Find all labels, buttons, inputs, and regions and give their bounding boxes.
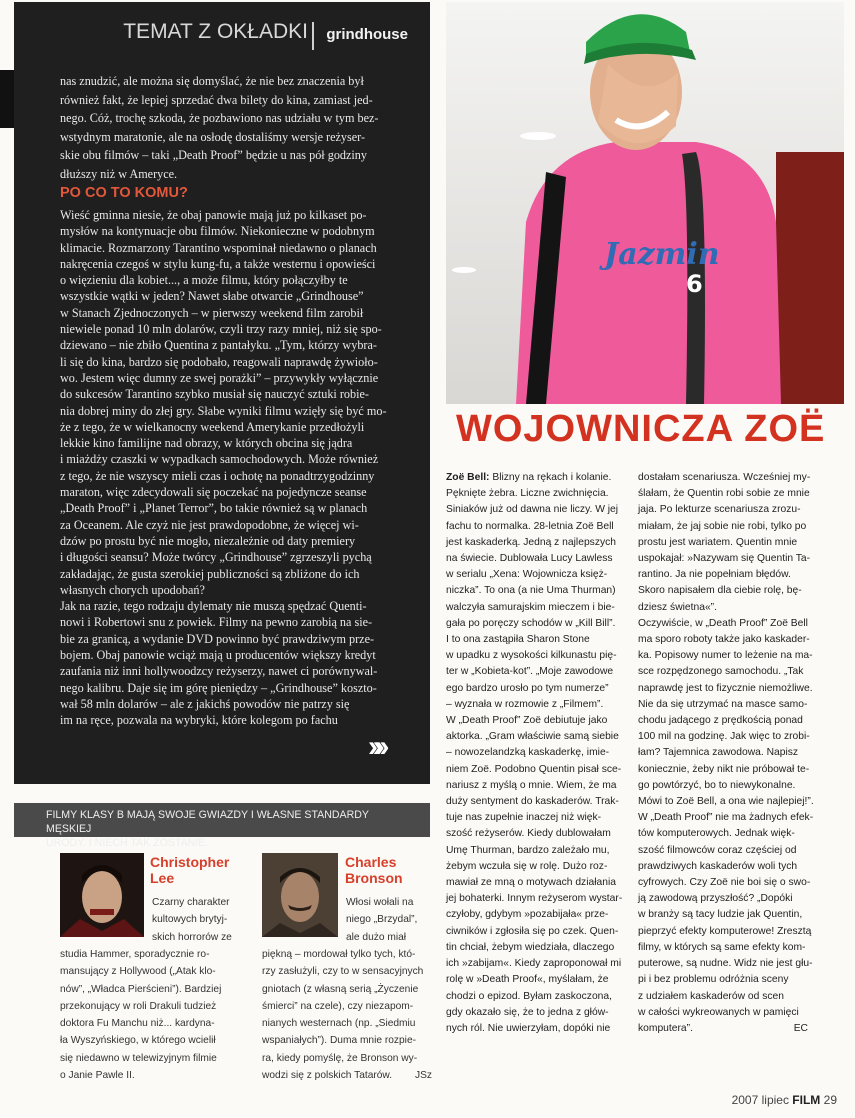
text-line: niem Zoë. Podobno Quentin pisał sce- <box>446 763 622 775</box>
text-line: się niedawno w telewizyjnym filmie <box>60 1052 217 1064</box>
text-line: Czarny charakter <box>152 897 230 908</box>
text-line: wodzi się z polskich Tatarów. JSz <box>262 1067 432 1084</box>
text-line: do sukcesów Tarantino szybko musiał się nauczyć sztuki robie- <box>60 387 369 402</box>
text-line: nakręcenia czegoś w stylu kung-fu, a także westernu i opowieści <box>60 256 376 271</box>
text-line: filmy, w których są same efekty kom- <box>638 941 806 953</box>
text-line: w branży są tacy ludzie jak Quentin, <box>638 909 803 921</box>
text-line: chodzi o epizod. Byłam zaskoczona, <box>446 990 612 1002</box>
text-line: w całości wykreowanych w pamięci <box>638 1006 799 1018</box>
text-line: łam? Tajemnica zawodowa. Napisz <box>638 747 799 759</box>
text-line: chodu jadącego z prędkością ponad <box>638 715 803 727</box>
text-line: ra, kiedy pomyślę, że Bronson wy- <box>262 1052 418 1064</box>
sidebar-headline <box>46 808 416 850</box>
text-line: ich »zabijam«. Kiedy zaproponował mi <box>446 958 622 970</box>
christopher-lee-photo <box>60 853 144 937</box>
text-line: Jak na razie, tego rodzaju dylematy nie muszą spędzać Quenti- <box>60 599 367 614</box>
header-divider <box>312 22 314 50</box>
text-line: w Stanach Zjednoczonych – w pierwszy weekend film zarobił <box>60 305 364 320</box>
page-folio: 2007 lipiec FILM 29 <box>731 1093 837 1107</box>
text-line: dostałam scenariusza. Wcześniej my- <box>638 472 811 483</box>
text-line: wstydnym maratonie, ale na osłodę dostaliśmy wersje reżyser- <box>60 129 366 144</box>
text-line: ale dużo miał <box>346 931 407 943</box>
section-header <box>14 20 430 54</box>
text-line: Umę Thurman, bardzo zależało mu, <box>446 844 610 856</box>
text-line: duży sentyment do kaskaderów. Trak- <box>446 796 619 808</box>
interview-column-2 <box>638 470 818 1037</box>
text-line: ślałam, że Quentin robi sobie ze mnie <box>638 488 810 500</box>
text-line: i miażdży czaszki w wypadkach samochodowych. Może również <box>60 452 379 467</box>
text-line: nego. Cóż, trochę szkoda, że pozbawiono nas udziału w tym bez- <box>60 111 379 125</box>
bronson-bio <box>262 946 432 1084</box>
lee-bio-wrap <box>152 894 252 946</box>
text-line: wo. Jestem więc dumny ze swej porażki” – przywykły wyłącznie <box>60 370 379 385</box>
text-line: w upadku z wysokości kilkunastu pię- <box>446 650 617 662</box>
text-line: Wieść gminna niesie, że obaj panowie mają już po kilkaset po- <box>60 208 367 222</box>
text-line: rzy zasłużyli, czy to w sensacyjnych <box>262 966 424 978</box>
text-line: tin chciał, żebym wiedziała, dlaczego <box>446 941 615 953</box>
text-line: gdy okazało się, że to jedna z głów- <box>446 1006 609 1018</box>
text-line: dzów po prostu być nie mogło, niezależnie od daty premiery <box>60 533 356 548</box>
text-line: im na ręce, pozwala na wybryki, które kolegom po fachu <box>60 713 338 728</box>
charles-bronson-photo <box>262 853 338 937</box>
text-line: W „Death Proof” nie ma żadnych efek- <box>638 812 814 824</box>
text-line: Włosi wołali na <box>346 897 414 908</box>
text-line: puterowe, są nudne. Widz nie jest głu- <box>638 958 813 970</box>
text-line: fachu to normalka. 28-letnia Zoë Bell <box>446 520 614 532</box>
interview-title: WOJOWNICZA ZOË <box>456 408 826 450</box>
text-line: lekkie kino familijne nad obrazy, w których obcina się jądra <box>60 436 353 451</box>
text-line: ciwników i zgłosiła się po czek. Quen- <box>446 925 619 937</box>
text-line: wspaniałych”). Duma mnie rozpie- <box>262 1035 416 1047</box>
text-line: pi i bez problemu odróżnia sceny <box>638 974 789 986</box>
text-line: Zoë Bell: Blizny na rękach i kolanie. <box>446 472 612 483</box>
text-line: skie obu filmów – taki „Death Proof” będzie u nas pół godziny <box>60 148 367 162</box>
text-line: dziesz świetna«”. <box>638 601 717 613</box>
text-line: żebym wczuła się w rolę. Dużo roz- <box>446 860 608 872</box>
text-line: gała po poręczy schodów w „Kill Bill”. <box>446 617 616 629</box>
text-line: 100 mil na godzinę. Jak więc to zrobi- <box>638 731 810 743</box>
text-line: bie za granicą, a wydanie DVD powinno być prawdziwym prze- <box>60 631 375 646</box>
text-line: doktora Fu Manchu niż... kardyna- <box>60 1018 215 1030</box>
text-line: uspokajał: »Nazywam się Quentin Ta- <box>638 553 811 565</box>
text-line: koniecznie, żeby nikt nie próbował te- <box>638 763 810 775</box>
byline: JSz <box>415 1070 432 1082</box>
text-line: – nowozelandzką kaskaderkę, imie- <box>446 747 610 759</box>
text-line: szość reżyserów. Kiedy dublowałam <box>446 828 611 840</box>
lead-name: Zoë Bell: <box>446 472 490 483</box>
text-line: o Janie Pawle II. <box>60 1070 135 1082</box>
text-line: W „Death Proof” Zoë debiutuje jako <box>446 715 608 727</box>
text-line: Skoro napisałem dla ciebie rolę, bę- <box>638 585 802 597</box>
text-line: mysłów na kontynuacje obu filmów. Niekonieczne w podobnym <box>60 224 375 239</box>
edge-tab <box>0 70 14 100</box>
text-line: studia Hammer, sporadycznie ro- <box>60 949 210 960</box>
text-line: piękną – mordował tylko tych, któ- <box>262 949 416 960</box>
text-line: przekonujący w roli Drakuli tudzież <box>60 1000 217 1012</box>
text-line: jaja. Po lekturze scenariusza zrozu- <box>638 504 801 516</box>
text-line: wszystkie wątki w jeden? Nawet słabe otwarcie „Grindhouse” <box>60 289 364 304</box>
text-line: komputera”. EC <box>638 1021 818 1037</box>
text-line: czyłoby, gdybym »pozabijała« prze- <box>446 909 609 921</box>
text-line: walczyła samurajskim mieczem i bie- <box>446 601 615 613</box>
text-line: – wyznała w rozmowie z „Filmem”. <box>446 698 604 710</box>
text-line: cyfrowych. Czy Zoë nie boi się o swo- <box>638 877 811 889</box>
text-line: nów”, „Władca Pierścieni”). Bardziej <box>60 983 222 995</box>
text-line: nego kalibru. Daje się im górę pieniędzy – „Grindhouse” koszto- <box>60 680 377 695</box>
text-line: sce rozpędzonego samochodu. „Tak <box>638 666 804 678</box>
text-line: Mówi to Zoë Bell, a ona wie najlepiej!”. <box>638 796 814 808</box>
text-line: prostu jest wariatem. Quentin mnie <box>638 536 798 548</box>
text-line: że z tego, że w wielkanocny weekend Amerykanie przedłożyli <box>60 419 365 434</box>
text-line: nianych westernach (np. „Siedmiu <box>262 1018 416 1030</box>
shirt-number: 6 <box>686 270 703 298</box>
text-line: również fakt, że lepiej sprzedać dwa bilety do kina, zamiast jed- <box>60 92 373 107</box>
text-line: prawdziwych kaskaderów woli tych <box>638 860 798 872</box>
text-line: własnych chorych upodobań? <box>60 582 205 597</box>
text-line: bojem. Obaj panowie wciąż mają u producentów większy kredyt <box>60 648 376 663</box>
text-line: pieprzyć efekty komputerowe! Zresztą <box>638 925 812 937</box>
text-line: gniotach (z własną serią „Życzenie <box>262 983 419 995</box>
text-line: „Death Proof” i „Planet Terror”, bo takie również są w planach <box>60 501 368 516</box>
text-line: tuje nas zupełnie inaczej niż więk- <box>446 812 602 824</box>
text-line: mawiał ze mną o motywach działania <box>446 877 616 889</box>
text-line: nowi i Robertowi snu z powiek. Filmy na pewno zarobią na sie- <box>60 615 373 630</box>
text-line: zaufania niż inni hollywoodzcy reżyserzy, nawet ci porównywal- <box>60 664 378 679</box>
text-line: Oczywiście, w „Death Proof” Zoë Bell <box>638 617 808 629</box>
text-line: wał 58 mln dolarów – ale z jakichś powodów nie patrzy się <box>60 696 350 711</box>
text-line: dłuższy niż w Ameryce. <box>60 166 178 181</box>
text-line: szość filmowców coraz częściej od <box>638 844 797 856</box>
text-line: klimacie. Rozmarzony Tarantino wspominał niedawno o planach <box>60 240 377 255</box>
text-line: naprawdę jest to fizycznie niemożliwe. <box>638 682 813 694</box>
lee-name: Christopher Lee <box>150 854 230 886</box>
text-line: tów komputerowych. Jednak więk- <box>638 828 795 840</box>
article-body <box>60 207 410 729</box>
text-line: skich horrorów ze <box>152 931 232 943</box>
continue-arrow-icon: »» <box>368 730 378 763</box>
text-line: ter w „Kobieta-kot”. „Moje zawodowe <box>446 666 614 678</box>
text-line: ma sporo roboty także jako kaskader- <box>638 634 810 646</box>
text-line: niego „Brzydal”, <box>346 914 418 926</box>
text-line: dziewano – nie zbiło Quentina z pantałyku. „Tym, którzy wybra- <box>60 338 377 353</box>
text-line: kultowych brytyj- <box>152 914 228 926</box>
text-line: ją zawodową przyszłość? „Dopóki <box>638 893 793 905</box>
article-subhead: PO CO TO KOMU? <box>60 185 188 201</box>
magazine-section-name: grindhouse <box>326 26 408 43</box>
bronson-bio-wrap <box>346 894 430 946</box>
text-line: zakładając, że gusta szerokiej publiczności są zbliżone do ich <box>60 566 360 581</box>
text-line: aktorka. „Gram właściwie samą siebie <box>446 731 619 743</box>
text-line: Pęknięte żebra. Liczne zwichnięcia. <box>446 488 609 500</box>
text-line: na świecie. Dublowała Lucy Lawless <box>446 553 613 565</box>
text-line: I to ona zastąpiła Sharon Stone <box>446 634 590 646</box>
text-line: jej bohaterki. Innym reżyserom wystar- <box>446 893 623 905</box>
text-line: nariusz z myślą o mnie. Wiem, że ma <box>446 779 617 791</box>
text-line: li się do kina, bardzo się podobało, reagowali naprawdę żywioło- <box>60 354 378 369</box>
byline: EC <box>793 1022 808 1034</box>
text-line: niewiele ponad 10 mln dolarów, czyli trzy razy mniej, niż się spo- <box>60 322 382 337</box>
text-line: mansujący z Hollywood („Atak klo- <box>60 966 216 978</box>
lee-bio <box>60 946 255 1084</box>
text-line: jest kaskaderką. Jedną z najlepszych <box>446 536 616 548</box>
text-line: z tego, że nie wszyscy mieli czas i ochotę na ponadtrzygodzinny <box>60 468 375 483</box>
text-line: ego bardzo urosło po tym numerze” <box>446 682 609 694</box>
text-line: ka. Popisowy numer to leżenie na ma- <box>638 650 813 662</box>
text-line: Nie da się utrzymać na masce samo- <box>638 698 808 710</box>
text-line: nych ról. Nie uwierzyłam, dopóki nie <box>446 1022 611 1034</box>
text-line: nia dobrej miny do złej gry. Słabe wyniki filmu wzięły się być mo- <box>60 403 387 418</box>
section-label: TEMAT Z OKŁADKI <box>123 20 308 43</box>
text-line: rantino. Ja nie popełniam błędów. <box>638 569 791 581</box>
edge-tab <box>0 98 14 128</box>
interview-column-1 <box>446 470 626 1037</box>
text-line: z udziałem kaskaderów od scen <box>638 990 784 1002</box>
text-line: maraton, więc zdecydowali się poczekać na pojedyncze seanse <box>60 485 367 500</box>
shirt-logo: Jazmin <box>604 237 720 272</box>
text-line: rolę w »Death Proof«, myślałam, że <box>446 974 609 986</box>
text-line: go powtórzyć, bo to niewykonalne. <box>638 779 796 791</box>
text-line: ła Wyszyńskiego, w którego wcielił <box>60 1035 216 1047</box>
text-line: za Oceanem. Ale czyż nie jest prawdopodobne, że więcej wi- <box>60 517 359 532</box>
text-line: śmierci” na czele), czy niezapom- <box>262 1000 414 1012</box>
article-intro <box>60 72 410 183</box>
text-line: w serialu „Xena: Wojownicza księż- <box>446 569 608 581</box>
text-line: miałam, że jaj sobie nie robi, tylko po <box>638 520 807 532</box>
text-line: nas znudzić, ale można się domyślać, że nie bez znaczenia był <box>60 74 364 88</box>
text-line: o więzieniu dla kobiet..., a może filmu, który połączyłby te <box>60 273 348 288</box>
bronson-name: Charles Bronson <box>345 854 403 886</box>
text-line: URODY. I NIECH TAK ZOSTANIE. <box>46 837 209 849</box>
text-line: i długości seansu? Może twórcy „Grindhouse” zgrzeszyli pychą <box>60 550 372 565</box>
text-line: Siniaków już od dawna nie liczy. W jej <box>446 504 619 516</box>
zoe-bell-photo <box>446 2 844 404</box>
text-line: niczka”. To ona (a nie Uma Thurman) <box>446 585 616 597</box>
text-line: FILMY KLASY B MAJĄ SWOJE GWIAZDY I WŁASNE STANDARDY MĘSKIEJ <box>46 809 369 835</box>
